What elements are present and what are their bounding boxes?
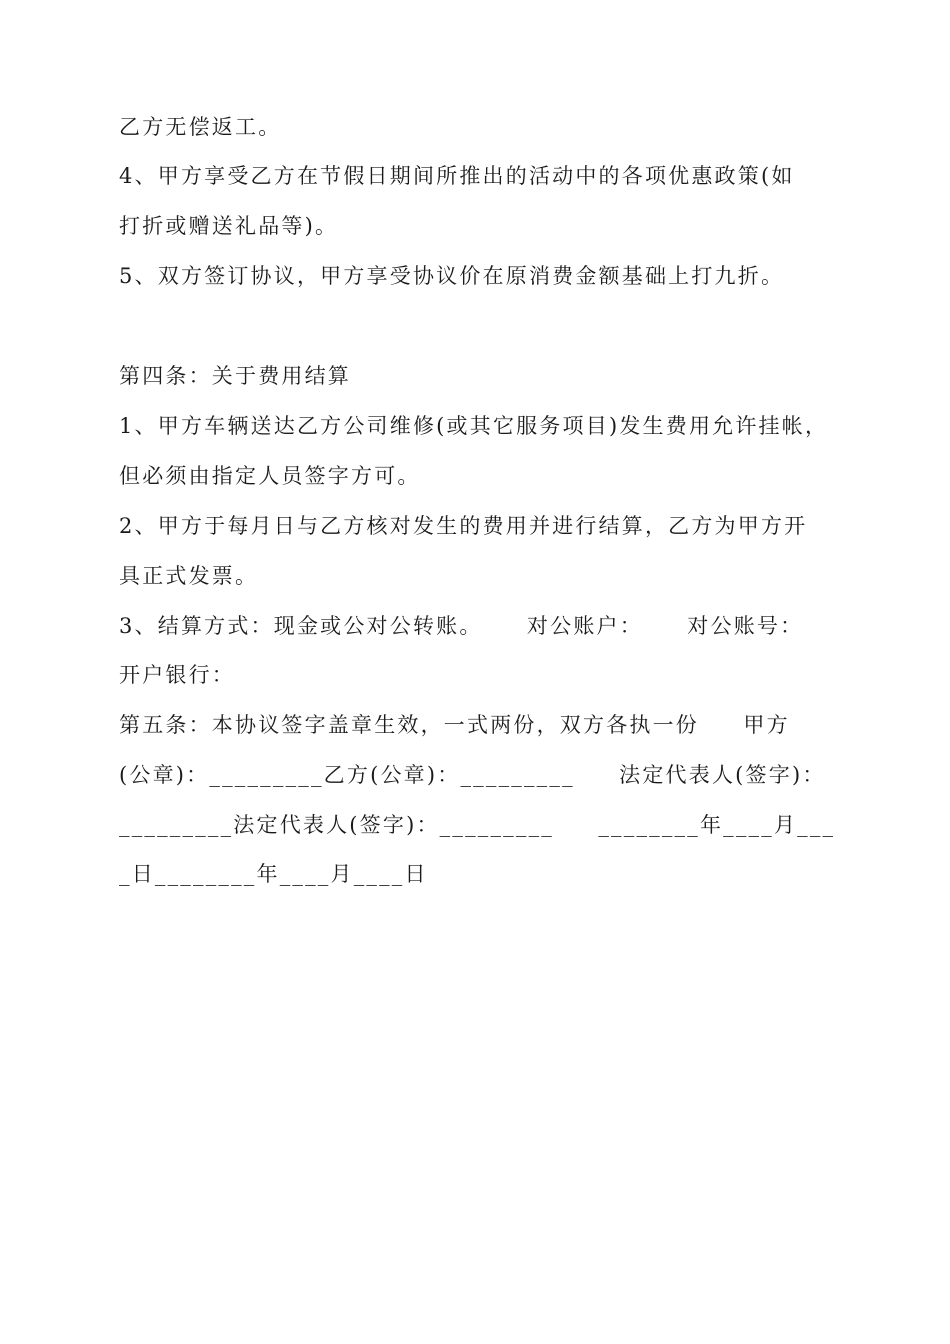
text-line: 开户银行： — [119, 663, 235, 687]
section-heading: 第四条：关于费用结算 — [119, 364, 351, 388]
text-line: 打折或赠送礼品等)。 — [119, 214, 339, 238]
text-line: 2、甲方于每月日与乙方核对发生的费用并进行结算，乙方为甲方开 — [119, 514, 808, 538]
text-line: 1、甲方车辆送达乙方公司维修(或其它服务项目)发生费用允许挂帐， — [119, 414, 829, 438]
text-line: 3、结算方式：现金或公对公转账。 对公账户： 对公账号： — [119, 614, 804, 638]
text-line: 但必须由指定人员签字方可。 — [119, 464, 421, 488]
signature-line: _________法定代表人(签字)：_________ ________年____月___ — [119, 813, 836, 837]
signature-line: (公章)：_________乙方(公章)：_________ 法定代表人(签字)： — [119, 763, 826, 787]
section-heading: 第五条：本协议签字盖章生效，一式两份，双方各执一份 甲方 — [119, 713, 790, 737]
text-line: 具正式发票。 — [119, 564, 259, 588]
date-line: _日________年____月____日 — [119, 862, 428, 886]
text-line: 4、甲方享受乙方在节假日期间所推出的活动中的各项优惠政策(如 — [119, 164, 795, 188]
text-line: 乙方无偿返工。 — [119, 115, 282, 139]
text-line: 5、双方签订协议，甲方享受协议价在原消费金额基础上打九折。 — [119, 264, 785, 288]
